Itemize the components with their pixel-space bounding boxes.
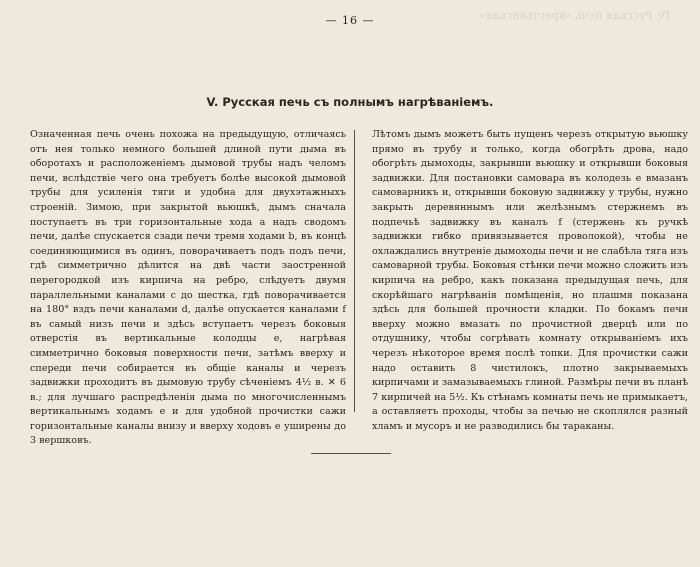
bottom-rule	[311, 453, 391, 454]
page-number: — 16 —	[325, 14, 375, 27]
bleed-through-text: IV. Русская печь «крестьянская»	[479, 9, 670, 22]
column-divider	[354, 130, 355, 412]
right-column-text: Лѣтомъ дымъ можетъ быть пущенъ черезъ открытую вьюшку прямо въ трубу и только, когда обогрѣть дрова, надо обогрѣть дымоходы, закрывши вьюшку и открывши боковыя задвижки. Для постановки самовара въ колодезь e вмазанъ самоварникъ и, открывши боковую задвижку у трубы, нужно закрыть деревяннымъ или желѣзнымъ стержнемъ въ подпечьѣ задвижку въ каналъ f (стержень къ ручкѣ задвижки гибко привязывается проволокой), чтобы не охлаждались внутреніе дымоходы печи и не слабѣла тяга изъ самоварной трубы. Боковыя стѣнки печи можно сложить изъ кирпича на ребро, какъ показана предыдущая печь, для скорѣйшаго нагрѣванія помѣщенія, но плашмя показана здѣсь для большей прочности кладки. По бокамъ печи вверху можно вмазать по прочистной дверцѣ или по отдушнику, чтобы согрѣвать комнату открываніемъ ихъ черезъ нѣкоторое время послѣ топки. Для прочистки сажи надо оставить 8 чистилокъ, плотно закрываемыхъ кирпичами и замазываемыхъ глиной. Размѣры печи въ планѣ 7 кирпичей на 5½. Къ стѣнамъ комнаты печь не примыкаетъ, а оставляетъ проходы, чтобы за печью не скоплялся разный хламъ и мусоръ и не разводились бы тараканы.	[372, 129, 688, 432]
section-title: V. Русская печь съ полнымъ нагрѣваніемъ.	[206, 95, 494, 109]
left-column-text: Означенная печь очень похожа на предыдущую, отличаясь отъ нея только немного большей длиной пути дыма въ оборотахъ и расположеніемъ дымовой трубы надъ челомъ печи, вслѣдствіе чего она требуетъ болѣе высокой дымовой трубы для усиленія тяги и удобна для двухэтажныхъ строеній. Зимою, при закрытой вьюшкѣ, дымъ сначала поступаетъ въ три горизонтальные хода a надъ сводомъ печи, далѣе спускается сзади печи тремя ходами b, въ концѣ соединяющимися въ одинъ, поворачиваетъ подъ подъ печи, гдѣ симметрично дѣлится на двѣ части заостренной перегородкой изъ кирпича на ребро, слѣдуетъ двумя параллельными каналами c до шестка, гдѣ поворачивается на 180° вздъ печи каналами d, далѣе опускается каналами f въ самый низъ печи и здѣсь вступаетъ черезъ боковыя отверстія въ вертикальные колодцы e, нагрѣвая симметрично боковыя поверхности печи, затѣмъ вверху и спереди печи собирается въ общіе каналы и черезъ задвижки проходитъ въ дымовую трубу сѣченіемъ 4½ в. ✕ 6 в.; для лучшаго распредѣленія дыма по многочисленнымъ вертикальнымъ ходамъ e и для удобной прочистки сажи горизонтальные каналы внизу и вверху ходовъ e уширены до 3 вершковъ.	[30, 129, 346, 447]
